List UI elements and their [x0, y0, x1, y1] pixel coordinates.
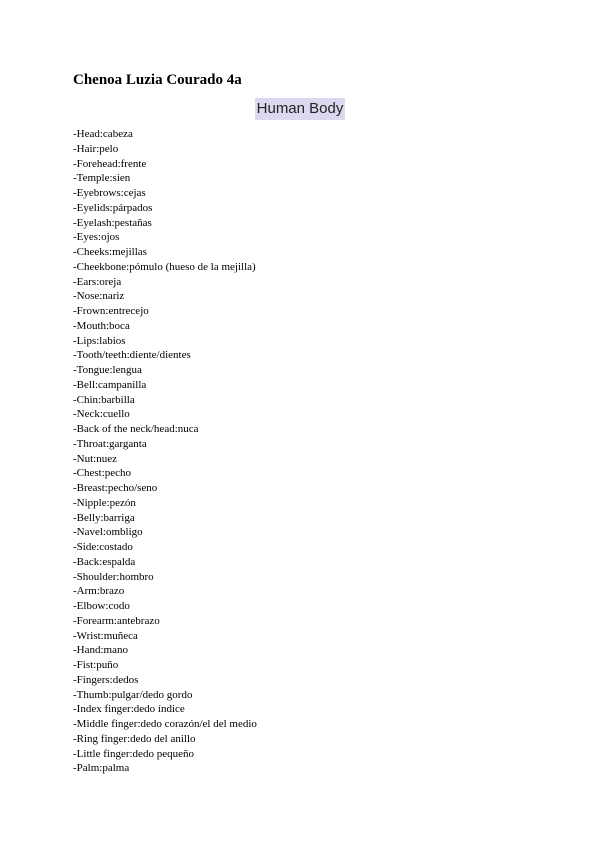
- vocabulary-list: [73, 127, 257, 776]
- vocabulary-item: -Belly:barriga: [73, 511, 135, 524]
- vocabulary-item: -Temple:sien: [73, 172, 131, 185]
- vocabulary-item: -Neck:cuello: [73, 408, 130, 421]
- vocabulary-item: -Mouth:boca: [73, 319, 130, 332]
- vocabulary-item: -Eyes:ojos: [73, 231, 120, 244]
- vocabulary-item: -Lips:labios: [73, 334, 126, 347]
- vocabulary-item: -Back of the neck/head:nuca: [73, 423, 199, 435]
- vocabulary-item: -Nipple:pezón: [73, 496, 136, 509]
- vocabulary-item: -Fist:puño: [73, 659, 119, 671]
- vocabulary-item: -Chest:pecho: [73, 467, 132, 480]
- vocabulary-item: -Tooth/teeth:diente/dientes: [73, 349, 191, 362]
- vocabulary-item: -Back:espalda: [73, 555, 136, 568]
- vocabulary-item: -Ears:oreja: [73, 275, 122, 288]
- vocabulary-item: -Head:cabeza: [73, 128, 133, 140]
- vocabulary-item: -Forearm:antebrazo: [73, 614, 160, 627]
- vocabulary-item: -Throat:garganta: [73, 437, 147, 450]
- document-title: Human Body: [255, 98, 346, 120]
- vocabulary-item: -Nose:nariz: [73, 290, 125, 303]
- vocabulary-item: -Frown:entrecejo: [73, 305, 149, 317]
- vocabulary-item: -Cheekbone:pómulo (hueso de la mejilla): [73, 260, 256, 273]
- vocabulary-item: -Forehead:frente: [73, 157, 147, 170]
- vocabulary-item: -Palm:palma: [73, 762, 130, 775]
- vocabulary-item: -Hair:pelo: [73, 142, 119, 155]
- vocabulary-item: -Nut:nuez: [73, 452, 117, 465]
- vocabulary-item: -Breast:pecho/seno: [73, 482, 158, 494]
- vocabulary-item: -Cheeks:mejillas: [73, 246, 147, 258]
- vocabulary-item: -Little finger:dedo pequeño: [73, 747, 194, 760]
- vocabulary-item: -Middle finger:dedo corazón/el del medio: [73, 718, 257, 730]
- vocabulary-item: -Thumb:pulgar/dedo gordo: [73, 688, 193, 701]
- vocabulary-item: -Wrist:muñeca: [73, 629, 138, 642]
- vocabulary-item: -Arm:brazo: [73, 585, 125, 598]
- vocabulary-item: -Eyelash:pestañas: [73, 216, 152, 229]
- vocabulary-item: -Elbow:codo: [73, 600, 130, 612]
- vocabulary-item: -Tongue:lengua: [73, 364, 142, 376]
- vocabulary-item: -Ring finger:dedo del anillo: [73, 732, 196, 745]
- author-name: Chenoa Luzia Courado 4a: [73, 72, 242, 88]
- title-container: [0, 98, 600, 120]
- vocabulary-item: -Eyebrows:cejas: [73, 187, 146, 199]
- vocabulary-item: -Bell:campanilla: [73, 378, 147, 391]
- vocabulary-item: -Side:costado: [73, 541, 133, 553]
- vocabulary-item: -Shoulder:hombro: [73, 570, 154, 583]
- vocabulary-item: -Hand:mano: [73, 644, 128, 657]
- vocabulary-item: -Eyelids:párpados: [73, 201, 153, 214]
- vocabulary-item: -Chin:barbilla: [73, 393, 135, 406]
- vocabulary-item: -Index finger:dedo índice: [73, 703, 185, 716]
- vocabulary-item: -Navel:ombligo: [73, 526, 143, 539]
- vocabulary-item: -Fingers:dedos: [73, 673, 139, 686]
